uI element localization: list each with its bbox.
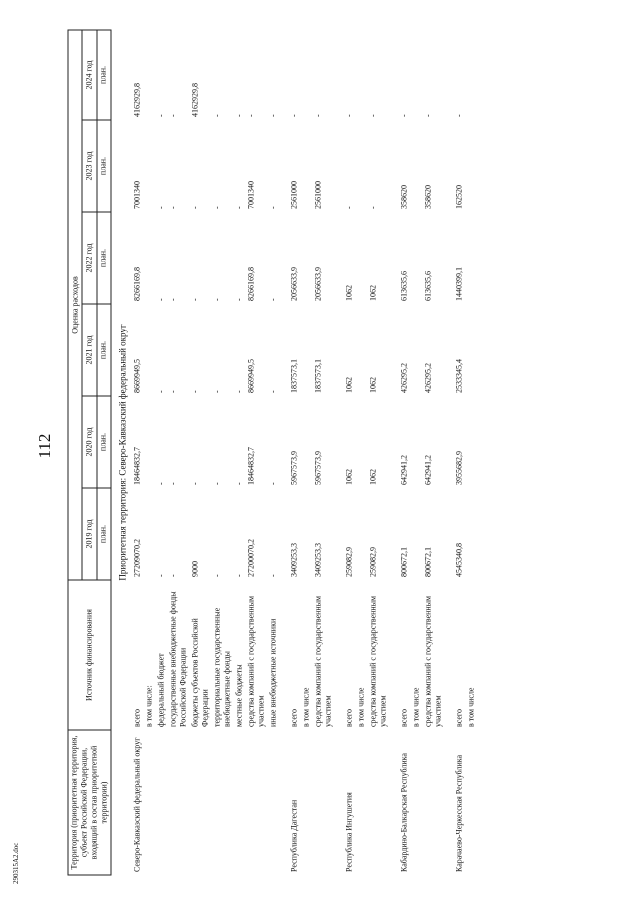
territory-cell [301,730,313,875]
table-row [168,30,190,875]
header-plan: план. [97,396,111,488]
group-spacer [390,30,399,875]
header-year: 2023 год [82,120,96,212]
value-cell [144,30,156,120]
source-cell: федеральный бюджет [156,653,166,727]
table-row [132,30,144,875]
value-cell: - [234,482,244,485]
value-cell: - [212,206,222,209]
value-cell: - [190,390,200,393]
value-cell: - [268,574,278,577]
value-cell [301,120,313,212]
group-spacer [445,30,454,875]
value-cell: 8266169,8 [132,267,142,301]
territory-cell: Кабардино-Балкарская Республика [399,753,409,872]
value-cell: 2533345,4 [454,359,464,393]
value-cell: 162520 [454,185,464,209]
table-row [144,30,156,875]
value-cell [411,212,423,304]
header-plan: план. [97,30,111,120]
value-cell: - [212,298,222,301]
header-plan: план. [97,488,111,580]
value-cell: 613635,6 [399,271,409,301]
value-cell: - [156,298,166,301]
table-header [68,30,111,875]
value-cell: - [168,298,178,301]
source-cell: бюджеты субъектов Российской Федерации [190,618,210,727]
value-cell [411,396,423,488]
value-cell: 9000 [190,561,200,577]
table-row [454,30,466,875]
value-cell: 426295,2 [399,363,409,393]
table-row [289,30,301,875]
header-year: 2020 год [82,396,96,488]
source-cell: в том числе: [144,685,154,727]
value-cell: - [234,206,244,209]
value-cell: 18464832,7 [132,447,142,485]
value-cell [466,304,478,396]
value-cell: - [190,482,200,485]
source-cell: средства компаний с государственным участием [246,595,266,727]
territory-cell [423,730,445,875]
territory-cell [246,730,268,875]
value-cell [411,488,423,580]
territory-cell [356,730,368,875]
value-cell: 1062 [368,285,378,301]
value-cell: - [156,206,166,209]
header-plan: план. [97,304,111,396]
value-cell: - [289,114,299,117]
value-cell [466,212,478,304]
value-cell: - [368,114,378,117]
value-cell: 800672,1 [399,547,409,577]
territory-cell [313,730,335,875]
value-cell: 5967573,9 [289,451,299,485]
header-territory: Территория (приоритетная территория, субъект Российской Федерации, входящий в состав приоритетной территории) [68,730,111,875]
table-row [156,30,168,875]
territory-cell [466,730,478,875]
value-cell [466,120,478,212]
source-cell: в том числе [411,687,421,727]
value-cell: 5967573,9 [313,451,323,485]
territory-cell [411,730,423,875]
territory-cell [156,730,168,875]
table-body [111,30,478,875]
value-cell: - [313,114,323,117]
source-cell: всего [344,708,354,727]
table-row [466,30,478,875]
value-cell: - [368,206,378,209]
value-cell [144,304,156,396]
value-cell: 7001340 [246,181,256,209]
table-row [246,30,268,875]
territory-cell [212,730,234,875]
value-cell [411,304,423,396]
value-cell: - [344,206,354,209]
value-cell: - [234,114,244,117]
value-cell [144,212,156,304]
table-row [344,30,356,875]
value-cell [356,488,368,580]
value-cell [301,30,313,120]
value-cell: - [268,390,278,393]
value-cell: - [212,574,222,577]
value-cell: 3955682,9 [454,451,464,485]
table-row [423,30,445,875]
value-cell: - [212,114,222,117]
value-cell: 1062 [368,377,378,393]
value-cell: - [168,482,178,485]
value-cell: - [156,390,166,393]
value-cell: 1062 [368,469,378,485]
source-cell: средства компаний с государственным участием [313,595,333,727]
value-cell [356,212,368,304]
value-cell [144,396,156,488]
value-cell: - [268,206,278,209]
table-row [368,30,390,875]
footer-document-code: 290315A2.doc [12,842,20,884]
table-row [212,30,234,875]
value-cell [356,396,368,488]
value-cell: - [234,574,244,577]
value-cell: 259082,9 [368,547,378,577]
value-cell [466,396,478,488]
header-source: Источник финансирования [68,580,111,730]
rotated-page-content [68,31,573,876]
source-cell: всего [132,708,142,727]
value-cell: 3409253,3 [289,543,299,577]
source-cell: местные бюджеты [234,664,244,727]
value-cell: - [268,482,278,485]
value-cell: - [234,298,244,301]
source-cell: средства компаний с государственным участием [423,595,443,727]
value-cell: 4162929,8 [190,83,200,117]
value-cell [301,212,313,304]
territory-cell: Республика Ингушетия [344,792,354,872]
value-cell: 2561000 [289,181,299,209]
value-cell: - [212,390,222,393]
value-cell [356,304,368,396]
territory-cell [268,730,280,875]
value-cell: 4545340,8 [454,543,464,577]
territory-cell [144,730,156,875]
group-spacer [335,30,344,875]
spacer-cell [390,30,399,875]
source-cell: в том числе [466,687,476,727]
spacer-cell [335,30,344,875]
header-year: 2022 год [82,212,96,304]
value-cell [356,30,368,120]
source-cell: всего [454,708,464,727]
territory-cell [368,730,390,875]
source-cell: в том числе [356,687,366,727]
table-row [190,30,212,875]
value-cell: - [234,390,244,393]
value-cell [411,30,423,120]
value-cell: - [168,574,178,577]
source-cell: всего [289,708,299,727]
territory-cell [190,730,212,875]
header-year: 2019 год [82,488,96,580]
territory-cell [234,730,246,875]
value-cell [301,488,313,580]
table-row [268,30,280,875]
header-year: 2021 год [82,304,96,396]
source-cell: государственные внебюджетные фонды Российской Федерации [168,591,188,727]
value-cell: - [190,298,200,301]
table-row [234,30,246,875]
value-cell: 8669949,5 [246,359,256,393]
value-cell: - [268,298,278,301]
value-cell: 7001340 [132,181,142,209]
value-cell: 2561000 [313,181,323,209]
value-cell: 642941,2 [423,455,433,485]
value-cell: 1062 [344,377,354,393]
value-cell [144,488,156,580]
value-cell: - [190,206,200,209]
source-cell: всего [399,708,409,727]
value-cell: 3409253,3 [313,543,323,577]
value-cell: 259082,9 [344,547,354,577]
value-cell: 1837573,1 [313,359,323,393]
value-cell [144,120,156,212]
value-cell: - [168,206,178,209]
header-estimate: Оценка расходов [68,30,82,580]
header-year: 2024 год [82,30,96,120]
value-cell: 27209070,2 [132,539,142,577]
value-cell: 358620 [399,185,409,209]
value-cell: - [454,114,464,117]
value-cell [411,120,423,212]
source-cell: иные внебюджетные источники [268,618,278,727]
source-cell: в том числе [301,687,311,727]
value-cell [356,120,368,212]
value-cell: 1062 [344,285,354,301]
territory-cell: Республика Дагестан [289,799,299,872]
value-cell: 800672,1 [423,547,433,577]
table-row [313,30,335,875]
value-cell: 642941,2 [399,455,409,485]
table-row [411,30,423,875]
value-cell [301,304,313,396]
spacer-cell [280,30,289,875]
priority-territory-row [111,30,132,875]
value-cell: - [156,482,166,485]
territory-cell [168,730,190,875]
value-cell: - [156,114,166,117]
value-cell [466,30,478,120]
value-cell: - [246,114,256,117]
table-row [399,30,411,875]
value-cell: 8669949,5 [132,359,142,393]
value-cell: 4162929,8 [132,83,142,117]
value-cell: 613635,6 [423,271,433,301]
value-cell: - [344,114,354,117]
value-cell: 27200070,2 [246,539,256,577]
value-cell: 2056633,9 [289,267,299,301]
source-cell: средства компаний с государственным участием [368,595,388,727]
page-number: 112 [35,433,54,459]
value-cell: 358620 [423,185,433,209]
value-cell: 426295,2 [423,363,433,393]
value-cell: - [423,114,433,117]
value-cell [301,396,313,488]
header-plan: план. [97,120,111,212]
value-cell: 8266169,8 [246,267,256,301]
territory-cell: Карачаево-Черкесская Республика [454,754,464,872]
value-cell: - [212,482,222,485]
value-cell: 2056633,9 [313,267,323,301]
territory-cell: Северо-Кавказский федеральный округ [132,737,142,872]
value-cell: 18464832,7 [246,447,256,485]
header-plan: план. [97,212,111,304]
value-cell: - [168,390,178,393]
value-cell: 1837573,1 [289,359,299,393]
table-row [301,30,313,875]
financing-table [68,29,478,875]
table-row [356,30,368,875]
value-cell: - [168,114,178,117]
value-cell: - [156,574,166,577]
group-spacer [280,30,289,875]
value-cell [466,488,478,580]
value-cell: 1062 [344,469,354,485]
priority-territory-label: Приоритетная территория: Северо-Кавказский федеральный округ [117,324,128,581]
value-cell: 1440399,1 [454,267,464,301]
value-cell: - [268,114,278,117]
spacer-cell [445,30,454,875]
value-cell: - [399,114,409,117]
source-cell: территориальные государственные внебюджетные фонды [212,607,232,727]
